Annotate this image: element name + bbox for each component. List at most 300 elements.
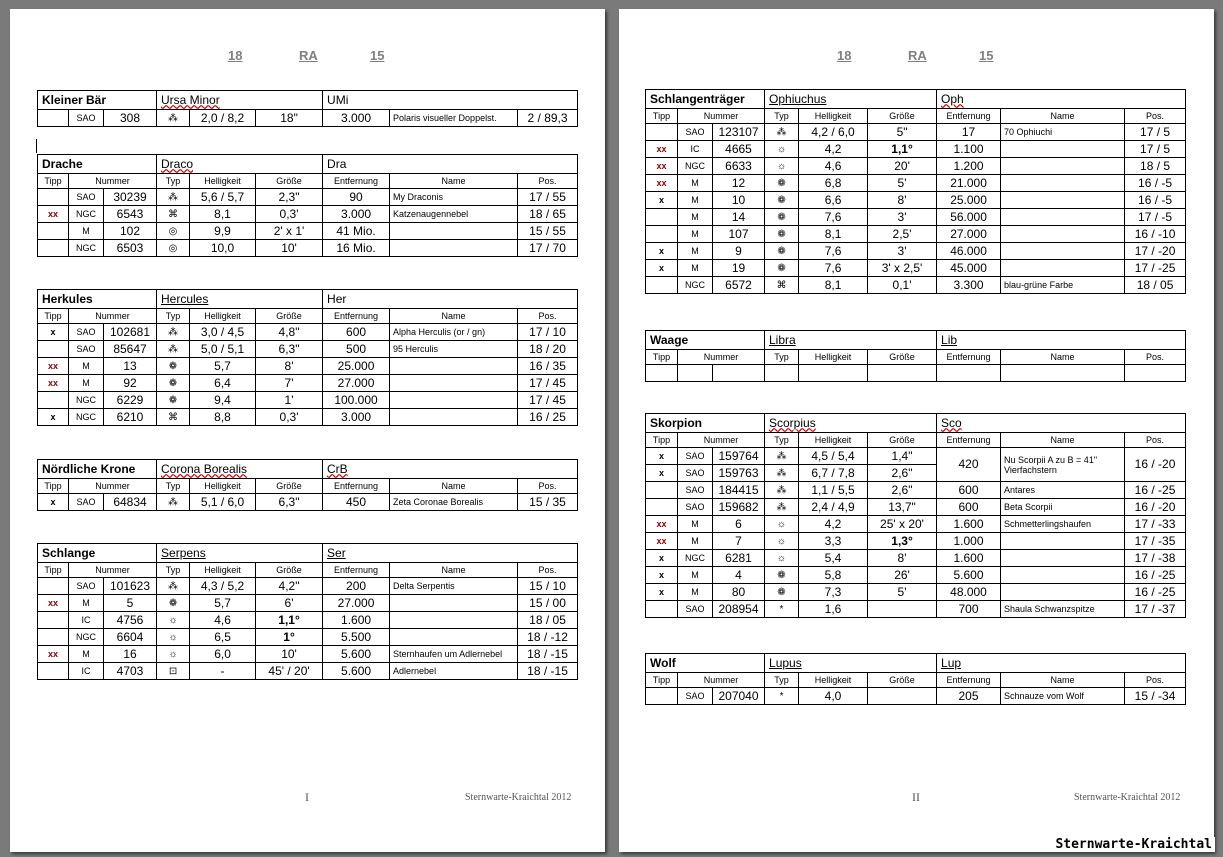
type-icon: ⁂ (157, 110, 190, 127)
number-cell: 6281 (713, 550, 765, 567)
table-row (38, 409, 578, 426)
magnitude-cell: 4,2 (799, 516, 868, 533)
table-row (646, 175, 1186, 192)
table-row (646, 448, 1186, 465)
tipp-cell: xx (646, 175, 678, 192)
object-name-cell: Beta Scorpii (1001, 499, 1125, 516)
tipp-cell (38, 240, 69, 257)
type-icon: * (765, 688, 799, 705)
magnitude-cell: 4,2 / 6,0 (799, 124, 868, 141)
size-cell: 10' (256, 240, 323, 257)
table-row (646, 567, 1186, 584)
catalog-cell: SAO (678, 688, 713, 705)
name-german: Herkules (38, 290, 157, 309)
table-row (38, 110, 578, 127)
size-cell: 1° (256, 629, 323, 646)
position-cell: 18 / 5 (1125, 158, 1186, 175)
catalog-cell: M (678, 533, 713, 550)
size-cell: 7' (256, 375, 323, 392)
col-groesse: Größe (868, 350, 937, 365)
catalog-cell: SAO (678, 448, 713, 465)
col-typ: Typ (157, 309, 190, 324)
magnitude-cell: 5,1 / 6,0 (190, 494, 256, 511)
object-name-cell (1001, 243, 1125, 260)
tipp-cell (38, 341, 69, 358)
col-nummer: Nummer (69, 479, 157, 494)
magnitude-cell: 4,6 (190, 612, 256, 629)
distance-cell: 205 (937, 688, 1001, 705)
type-icon: * (765, 601, 799, 618)
col-tipp: Tipp (646, 109, 678, 124)
constellation-table (37, 459, 578, 511)
magnitude-cell: 5,7 (190, 358, 256, 375)
col-typ: Typ (765, 433, 799, 448)
distance-cell: 500 (323, 341, 390, 358)
table-row (646, 243, 1186, 260)
size-cell: 26' (868, 567, 937, 584)
number-cell: 207040 (713, 688, 765, 705)
tipp-cell (38, 392, 69, 409)
distance-cell: 3.000 (323, 110, 390, 127)
page-header (10, 48, 605, 64)
number-cell: 184415 (713, 482, 765, 499)
position-cell: 18 / 65 (518, 206, 578, 223)
distance-cell: 21.000 (937, 175, 1001, 192)
number-cell: 64834 (104, 494, 157, 511)
table-row (38, 494, 578, 511)
type-icon: ⁂ (157, 578, 190, 595)
size-cell: 4,8" (256, 324, 323, 341)
name-latin: Lupus (765, 654, 937, 673)
abbreviation: Dra (323, 155, 578, 174)
column-header-row (646, 350, 1186, 365)
number-cell: 107 (713, 226, 765, 243)
col-groesse: Größe (256, 563, 323, 578)
name-german: Schlangenträger (646, 90, 765, 109)
distance-cell: 5.600 (323, 646, 390, 663)
catalog-cell: IC (69, 612, 104, 629)
size-cell: 2,3" (256, 189, 323, 206)
distance-cell: 3.000 (323, 206, 390, 223)
size-cell: 0,3' (256, 409, 323, 426)
tipp-cell: x (646, 243, 678, 260)
tipp-cell (38, 189, 69, 206)
type-icon: ❁ (765, 584, 799, 601)
number-cell: 80 (713, 584, 765, 601)
catalog-cell: M (69, 223, 104, 240)
distance-cell: 600 (323, 324, 390, 341)
col-pos: Pos. (518, 174, 578, 189)
magnitude-cell: 5,4 (799, 550, 868, 567)
magnitude-cell: 2,4 / 4,9 (799, 499, 868, 516)
page-footer: Sternwarte-Kraichtal 2012 (1074, 792, 1181, 803)
column-header-row (646, 673, 1186, 688)
name-german: Waage (646, 331, 765, 350)
tipp-cell: x (646, 465, 678, 482)
name-german: Schlange (38, 544, 157, 563)
catalog-cell: M (678, 209, 713, 226)
position-cell: 18 / 05 (518, 612, 578, 629)
col-tipp: Tipp (38, 563, 69, 578)
col-tipp: Tipp (646, 673, 678, 688)
magnitude-cell: - (190, 663, 256, 680)
object-name-cell: 70 Ophiuchi (1001, 124, 1125, 141)
type-icon: ❁ (157, 595, 190, 612)
type-icon (765, 365, 799, 382)
col-name: Name (1001, 350, 1125, 365)
tipp-cell (646, 209, 678, 226)
type-icon: ❁ (765, 243, 799, 260)
magnitude-cell: 1,6 (799, 601, 868, 618)
header-hour-end: 15 (370, 48, 385, 63)
magnitude-cell: 6,5 (190, 629, 256, 646)
distance-cell: 27.000 (323, 375, 390, 392)
constellation-table (37, 289, 578, 426)
object-name-cell: Antares (1001, 482, 1125, 499)
constellation-table (37, 90, 578, 127)
size-cell (868, 688, 937, 705)
col-pos: Pos. (518, 563, 578, 578)
object-name-cell (1001, 584, 1125, 601)
object-name-cell (1001, 192, 1125, 209)
constellation-table (645, 330, 1186, 382)
name-latin: Hercules (157, 290, 323, 309)
position-cell (1125, 365, 1186, 382)
size-cell: 3' (868, 243, 937, 260)
number-cell: 85647 (104, 341, 157, 358)
object-name-cell (1001, 260, 1125, 277)
magnitude-cell: 7,6 (799, 260, 868, 277)
number-cell: 7 (713, 533, 765, 550)
constellation-libra (645, 330, 1185, 382)
table-row (38, 663, 578, 680)
number-cell: 6604 (104, 629, 157, 646)
object-name-cell (390, 409, 518, 426)
distance-cell: 27.000 (937, 226, 1001, 243)
distance-cell: 27.000 (323, 595, 390, 612)
type-icon: ☼ (157, 646, 190, 663)
table-row (38, 646, 578, 663)
table-row (646, 209, 1186, 226)
position-cell: 17 / 70 (518, 240, 578, 257)
object-name-cell: Nu Scorpii A zu B = 41" Vierfachstern (1001, 448, 1125, 482)
magnitude-cell: 3,0 / 4,5 (190, 324, 256, 341)
position-cell: 15 / -34 (1125, 688, 1186, 705)
object-name-cell (1001, 141, 1125, 158)
distance-cell: 5.500 (323, 629, 390, 646)
catalog-cell: NGC (69, 409, 104, 426)
size-cell (868, 601, 937, 618)
distance-cell: 1.200 (937, 158, 1001, 175)
catalog-cell: M (69, 358, 104, 375)
distance-cell: 3.000 (323, 409, 390, 426)
col-helligkeit: Helligkeit (799, 433, 868, 448)
catalog-cell: M (678, 516, 713, 533)
col-nummer: Nummer (678, 109, 765, 124)
object-name-cell (1001, 550, 1125, 567)
tipp-cell: xx (646, 516, 678, 533)
position-cell: 15 / 35 (518, 494, 578, 511)
table-row (38, 324, 578, 341)
abbreviation: Lib (937, 331, 1186, 350)
col-helligkeit: Helligkeit (190, 174, 256, 189)
size-cell: 18" (256, 110, 323, 127)
position-cell: 17 / -38 (1125, 550, 1186, 567)
distance-cell: 200 (323, 578, 390, 595)
position-cell: 17 / 55 (518, 189, 578, 206)
position-cell: 15 / 00 (518, 595, 578, 612)
table-row (38, 206, 578, 223)
size-cell: 10' (256, 646, 323, 663)
size-cell: 1,3° (868, 533, 937, 550)
magnitude-cell: 6,4 (190, 375, 256, 392)
constellation-corona-borealis (37, 459, 577, 511)
tipp-cell: x (646, 448, 678, 465)
tipp-cell (646, 226, 678, 243)
name-latin: Ophiuchus (765, 90, 937, 109)
tipp-cell (646, 124, 678, 141)
distance-cell: 45.000 (937, 260, 1001, 277)
type-icon: ☼ (765, 550, 799, 567)
magnitude-cell: 6,8 (799, 175, 868, 192)
col-helligkeit: Helligkeit (799, 350, 868, 365)
col-helligkeit: Helligkeit (799, 673, 868, 688)
catalog-cell: M (678, 175, 713, 192)
position-cell: 17 / 45 (518, 392, 578, 409)
object-name-cell (1001, 175, 1125, 192)
catalog-cell: SAO (69, 341, 104, 358)
catalog-cell: SAO (678, 124, 713, 141)
type-icon: ❁ (157, 392, 190, 409)
distance-cell: 1.000 (937, 533, 1001, 550)
distance-cell: 1.600 (937, 516, 1001, 533)
distance-cell: 5.600 (323, 663, 390, 680)
name-german: Nördliche Krone (38, 460, 157, 479)
catalog-cell: SAO (678, 499, 713, 516)
tipp-cell (38, 612, 69, 629)
watermark: Sternwarte-Kraichtal (1052, 837, 1215, 852)
tipp-cell (38, 223, 69, 240)
number-cell: 159682 (713, 499, 765, 516)
number-cell: 6210 (104, 409, 157, 426)
name-latin: Corona Borealis (157, 460, 323, 479)
magnitude-cell: 7,3 (799, 584, 868, 601)
distance-cell: 25.000 (323, 358, 390, 375)
col-nummer: Nummer (678, 433, 765, 448)
object-name-cell (390, 392, 518, 409)
size-cell: 8' (868, 192, 937, 209)
abbreviation: UMi (323, 91, 578, 110)
tipp-cell (646, 601, 678, 618)
header-ra: RA (908, 48, 927, 63)
distance-cell: 90 (323, 189, 390, 206)
page-number: II (912, 790, 920, 804)
col-name: Name (390, 563, 518, 578)
column-header-row (646, 433, 1186, 448)
name-latin: Libra (765, 331, 937, 350)
number-cell: 19 (713, 260, 765, 277)
type-icon: ❁ (765, 209, 799, 226)
number-cell: 10 (713, 192, 765, 209)
distance-cell: 420 (937, 448, 1001, 482)
type-icon: ☼ (157, 612, 190, 629)
distance-cell: 1.100 (937, 141, 1001, 158)
type-icon: ❁ (765, 175, 799, 192)
object-name-cell: Schmetterlingshaufen (1001, 516, 1125, 533)
number-cell: 9 (713, 243, 765, 260)
size-cell: 20' (868, 158, 937, 175)
type-icon: ◎ (157, 240, 190, 257)
object-name-cell: My Draconis (390, 189, 518, 206)
document-page-2 (619, 9, 1214, 852)
size-cell: 0,1' (868, 277, 937, 294)
position-cell: 15 / 55 (518, 223, 578, 240)
table-row (646, 688, 1186, 705)
position-cell: 16 / -25 (1125, 567, 1186, 584)
column-header-row (646, 109, 1186, 124)
size-cell: 3' (868, 209, 937, 226)
number-cell: 13 (104, 358, 157, 375)
catalog-cell: M (678, 243, 713, 260)
number-cell: 6229 (104, 392, 157, 409)
position-cell: 17 / 5 (1125, 124, 1186, 141)
number-cell: 159763 (713, 465, 765, 482)
object-name-cell: Delta Serpentis (390, 578, 518, 595)
col-typ: Typ (765, 109, 799, 124)
magnitude-cell: 5,8 (799, 567, 868, 584)
col-typ: Typ (765, 673, 799, 688)
number-cell: 16 (104, 646, 157, 663)
table-row (38, 341, 578, 358)
constellation-table (645, 89, 1186, 294)
size-cell: 2' x 1' (256, 223, 323, 240)
number-cell: 159764 (713, 448, 765, 465)
table-row (646, 601, 1186, 618)
col-helligkeit: Helligkeit (799, 109, 868, 124)
tipp-cell: xx (646, 141, 678, 158)
col-entfernung: Entfernung (937, 673, 1001, 688)
type-icon: ☼ (765, 516, 799, 533)
table-row (38, 612, 578, 629)
catalog-cell: SAO (678, 601, 713, 618)
distance-cell (937, 365, 1001, 382)
col-entfernung: Entfernung (323, 309, 390, 324)
number-cell: 101623 (104, 578, 157, 595)
page-footer: Sternwarte-Kraichtal 2012 (465, 792, 572, 803)
size-cell: 1,1° (256, 612, 323, 629)
type-icon: ⌘ (157, 409, 190, 426)
constellation-table (37, 543, 578, 680)
col-groesse: Größe (868, 433, 937, 448)
size-cell: 4,2" (256, 578, 323, 595)
number-cell: 4756 (104, 612, 157, 629)
col-tipp: Tipp (646, 350, 678, 365)
type-icon: ⊡ (157, 663, 190, 680)
size-cell: 5' (868, 175, 937, 192)
col-typ: Typ (765, 350, 799, 365)
magnitude-cell: 7,6 (799, 209, 868, 226)
magnitude-cell: 6,0 (190, 646, 256, 663)
column-header-row (38, 563, 578, 578)
distance-cell: 5.600 (937, 567, 1001, 584)
col-pos: Pos. (1125, 109, 1186, 124)
catalog-cell: SAO (69, 494, 104, 511)
col-nummer: Nummer (69, 309, 157, 324)
table-row (38, 392, 578, 409)
type-icon: ❁ (765, 192, 799, 209)
position-cell: 17 / 5 (1125, 141, 1186, 158)
distance-cell: 41 Mio. (323, 223, 390, 240)
column-header-row (38, 174, 578, 189)
col-nummer: Nummer (69, 174, 157, 189)
constellation-scorpius (645, 413, 1185, 618)
constellation-table (37, 154, 578, 257)
object-name-cell: 95 Herculis (390, 341, 518, 358)
tipp-cell: xx (38, 358, 69, 375)
distance-cell: 48.000 (937, 584, 1001, 601)
position-cell: 17 / -37 (1125, 601, 1186, 618)
catalog-cell: M (678, 192, 713, 209)
col-nummer: Nummer (69, 563, 157, 578)
col-tipp: Tipp (38, 309, 69, 324)
size-cell: 13,7" (868, 499, 937, 516)
position-cell: 15 / 10 (518, 578, 578, 595)
col-entfernung: Entfernung (937, 433, 1001, 448)
col-helligkeit: Helligkeit (190, 479, 256, 494)
size-cell: 8' (868, 550, 937, 567)
table-row (38, 629, 578, 646)
tipp-cell (38, 629, 69, 646)
number-cell: 102681 (104, 324, 157, 341)
position-cell: 17 / 45 (518, 375, 578, 392)
type-icon: ☼ (765, 141, 799, 158)
table-row (646, 482, 1186, 499)
size-cell: 3' x 2,5' (868, 260, 937, 277)
table-row (646, 365, 1186, 382)
col-name: Name (1001, 109, 1125, 124)
size-cell: 2,6" (868, 482, 937, 499)
distance-cell: 17 (937, 124, 1001, 141)
type-icon: ❁ (765, 567, 799, 584)
table-row (646, 499, 1186, 516)
number-cell: 14 (713, 209, 765, 226)
abbreviation: CrB (323, 460, 578, 479)
col-name: Name (1001, 673, 1125, 688)
number-cell: 92 (104, 375, 157, 392)
col-typ: Typ (157, 479, 190, 494)
table-row (646, 158, 1186, 175)
catalog-cell: IC (678, 141, 713, 158)
tipp-cell: x (38, 324, 69, 341)
text-cursor (36, 139, 37, 153)
col-pos: Pos. (1125, 350, 1186, 365)
size-cell: 2,6" (868, 465, 937, 482)
position-cell: 16 / -10 (1125, 226, 1186, 243)
number-cell: 4703 (104, 663, 157, 680)
tipp-cell (646, 499, 678, 516)
magnitude-cell: 2,0 / 8,2 (190, 110, 256, 127)
object-name-cell (390, 358, 518, 375)
size-cell: 0,3' (256, 206, 323, 223)
table-row (646, 516, 1186, 533)
size-cell: 25' x 20' (868, 516, 937, 533)
col-groesse: Größe (256, 309, 323, 324)
tipp-cell: x (38, 494, 69, 511)
position-cell: 16 / -5 (1125, 175, 1186, 192)
type-icon: ❁ (765, 226, 799, 243)
type-icon: ⁂ (157, 341, 190, 358)
name-latin: Ursa Minor (157, 91, 323, 110)
